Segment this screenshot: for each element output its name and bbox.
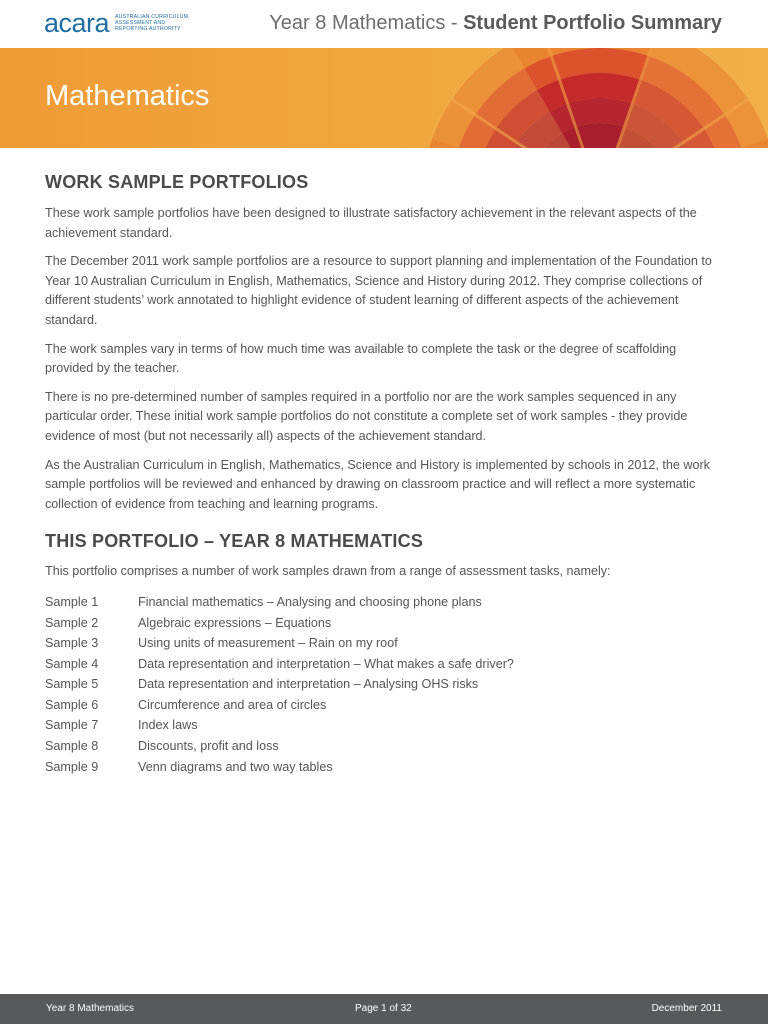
sample-id: Sample 5 <box>45 677 99 692</box>
sample-title: Discounts, profit and loss <box>138 739 279 754</box>
logo-sub-line: REPORTING AUTHORITY <box>115 26 181 32</box>
logo-sub-line: AUSTRALIAN CURRICULUM, <box>115 14 190 20</box>
sample-id: Sample 6 <box>45 697 99 712</box>
sample-title: Using units of measurement – Rain on my roof <box>138 636 398 651</box>
document-title-bold: Student Portfolio Summary <box>463 12 722 34</box>
sample-title: Financial mathematics – Analysing and choosing phone plans <box>138 594 482 609</box>
sample-id: Sample 9 <box>45 759 99 774</box>
list-item <box>45 715 725 736</box>
paragraph: The December 2011 work sample portfolios are a resource to support planning and implementation of the Foundation to Year 10 Australian Curriculum in English, Mathematics, Science and History during 2012. They comprise collections of different students’ work annotated to highlight evidence of student learning of different aspects of the achievement standard. <box>45 254 712 327</box>
sample-id: Sample 7 <box>45 718 99 733</box>
list-item <box>45 613 725 634</box>
page-header <box>0 0 768 48</box>
list-item <box>45 736 725 757</box>
sample-id: Sample 8 <box>45 739 99 754</box>
sample-title: Data representation and interpretation – Analysing OHS risks <box>138 677 479 692</box>
section-heading-work-sample: WORK SAMPLE PORTFOLIOS <box>45 172 309 192</box>
sample-title: Circumference and area of circles <box>138 697 327 712</box>
logo-sub-line: ASSESSMENT AND <box>115 20 166 26</box>
list-item <box>45 695 725 716</box>
list-item <box>45 592 725 613</box>
logo-subtitle <box>115 14 190 32</box>
document-title <box>269 12 722 35</box>
sample-title: Venn diagrams and two way tables <box>138 759 333 774</box>
list-item <box>45 633 725 654</box>
sample-title: Algebraic expressions – Equations <box>138 615 332 630</box>
footer-date: December 2011 <box>651 1003 722 1014</box>
banner-title: Mathematics <box>45 80 210 112</box>
sample-title: Index laws <box>138 718 198 733</box>
sample-list <box>45 592 725 777</box>
page-number: Page 1 of 32 <box>355 1003 412 1014</box>
sample-id: Sample 1 <box>45 594 99 609</box>
acara-logo <box>44 8 190 38</box>
page-footer <box>0 994 768 1024</box>
sample-id: Sample 3 <box>45 636 99 651</box>
portfolio-intro: This portfolio comprises a number of work samples drawn from a range of assessment tasks, namely: <box>45 564 611 579</box>
sample-title: Data representation and interpretation – What makes a safe driver? <box>138 656 514 671</box>
paragraph: The work samples vary in terms of how much time was available to complete the task or the degree of scaffolding provided by the teacher. <box>45 341 677 376</box>
footer-left: Year 8 Mathematics <box>46 1003 135 1014</box>
paragraph: These work sample portfolios have been designed to illustrate satisfactory achievement in the relevant aspects of the achievement standard. <box>45 206 697 240</box>
document-title-prefix: Year 8 Mathematics - <box>269 12 464 34</box>
paragraph: There is no pre-determined number of samples required in a portfolio nor are the work samples sequenced in any particular order. These initial work sample portfolios do not constitute a complete set of work samples - they provide evidence of most (but not necessarily all) aspects of the achievement standard. <box>45 389 688 443</box>
sample-id: Sample 4 <box>45 656 99 671</box>
paragraph: As the Australian Curriculum in English, Mathematics, Science and History is implemented by schools in 2012, the work sample portfolios will be reviewed and enhanced by drawing on classroom practice and will reflect a more systematic collection of evidence from teaching and learning programs. <box>45 457 710 511</box>
sample-id: Sample 2 <box>45 615 99 630</box>
list-item <box>45 757 725 778</box>
list-item <box>45 674 725 695</box>
subject-banner <box>0 48 768 148</box>
list-item <box>45 654 725 675</box>
main-content <box>45 170 725 777</box>
section-heading-this-portfolio: THIS PORTFOLIO – YEAR 8 MATHEMATICS <box>45 531 424 552</box>
logo-wordmark: acara <box>44 8 110 38</box>
